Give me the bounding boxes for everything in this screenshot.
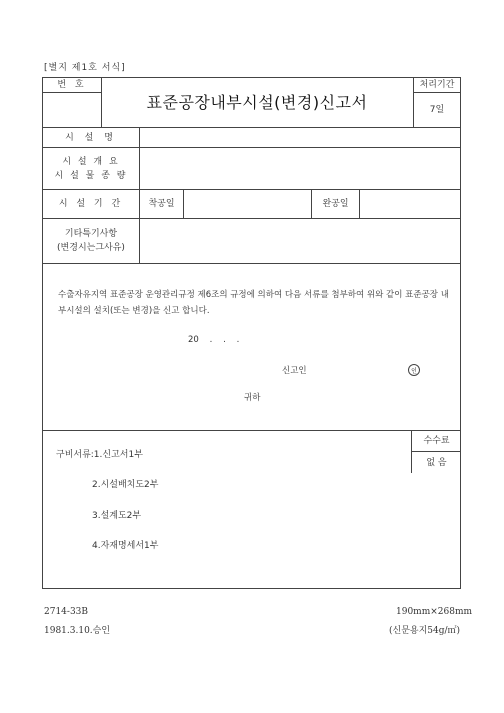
end-date-label: 완공일 bbox=[322, 199, 349, 209]
start-date-field[interactable] bbox=[184, 190, 311, 218]
start-date-label: 착공일 bbox=[148, 199, 175, 209]
other-remarks-line1: 기타특기사항 bbox=[64, 229, 118, 239]
document-item: 3.설계도2부 bbox=[92, 511, 142, 521]
paper-size: 190mm×268mm bbox=[396, 607, 473, 617]
paper-type: (신문용지54g/㎡) bbox=[389, 626, 461, 636]
form-label: [별지 제1호 서식] bbox=[44, 63, 126, 73]
facility-period-label: 시 설 기 간 bbox=[58, 199, 124, 209]
document-item: 4.자재명세서1부 bbox=[92, 541, 159, 551]
seal-mark-icon: 인 bbox=[408, 364, 420, 376]
form-title: 표준공장내부시설(변경)신고서 bbox=[146, 92, 368, 112]
number-label: 번 호 bbox=[57, 80, 87, 90]
declaration-text: 수출자유지역 표준공장 운영관리규정 제6조의 규정에 의하여 다음 서류를 첨부하여 위와 같이 표준공장 내부시설의 설치(또는 변경)을 신고 합니다. bbox=[58, 290, 449, 316]
fee-value: 없 음 bbox=[426, 457, 447, 468]
facility-overview-field[interactable] bbox=[140, 148, 461, 189]
facility-name-field[interactable] bbox=[140, 128, 461, 147]
number-field[interactable] bbox=[43, 93, 101, 127]
processing-period-value: 7일 bbox=[429, 105, 445, 115]
overview-line1: 시 설 개 요 bbox=[62, 156, 120, 167]
facility-name-label: 시 설 명 bbox=[65, 132, 117, 143]
approval-date: 1981.3.10.승인 bbox=[44, 626, 111, 636]
end-date-field[interactable] bbox=[360, 190, 461, 218]
declaration-date: 20 . . . bbox=[188, 335, 240, 345]
required-documents-heading: 구비서류:1.신고서1부 bbox=[56, 450, 143, 460]
reporter-label: 신고인 bbox=[282, 366, 307, 376]
form-code: 2714-33B bbox=[44, 607, 89, 617]
addressee-label: 귀하 bbox=[244, 393, 261, 403]
document-item: 2.시설배치도2부 bbox=[92, 480, 159, 490]
other-remarks-field[interactable] bbox=[140, 219, 461, 263]
fee-label: 수수료 bbox=[423, 436, 450, 446]
other-remarks-line2: (변경시는그사유) bbox=[57, 243, 125, 253]
overview-line2: 시 설 물 종 량 bbox=[54, 170, 128, 181]
facility-overview-label bbox=[43, 148, 139, 189]
processing-period-label: 처리기간 bbox=[419, 80, 455, 90]
other-remarks-label bbox=[43, 219, 139, 263]
